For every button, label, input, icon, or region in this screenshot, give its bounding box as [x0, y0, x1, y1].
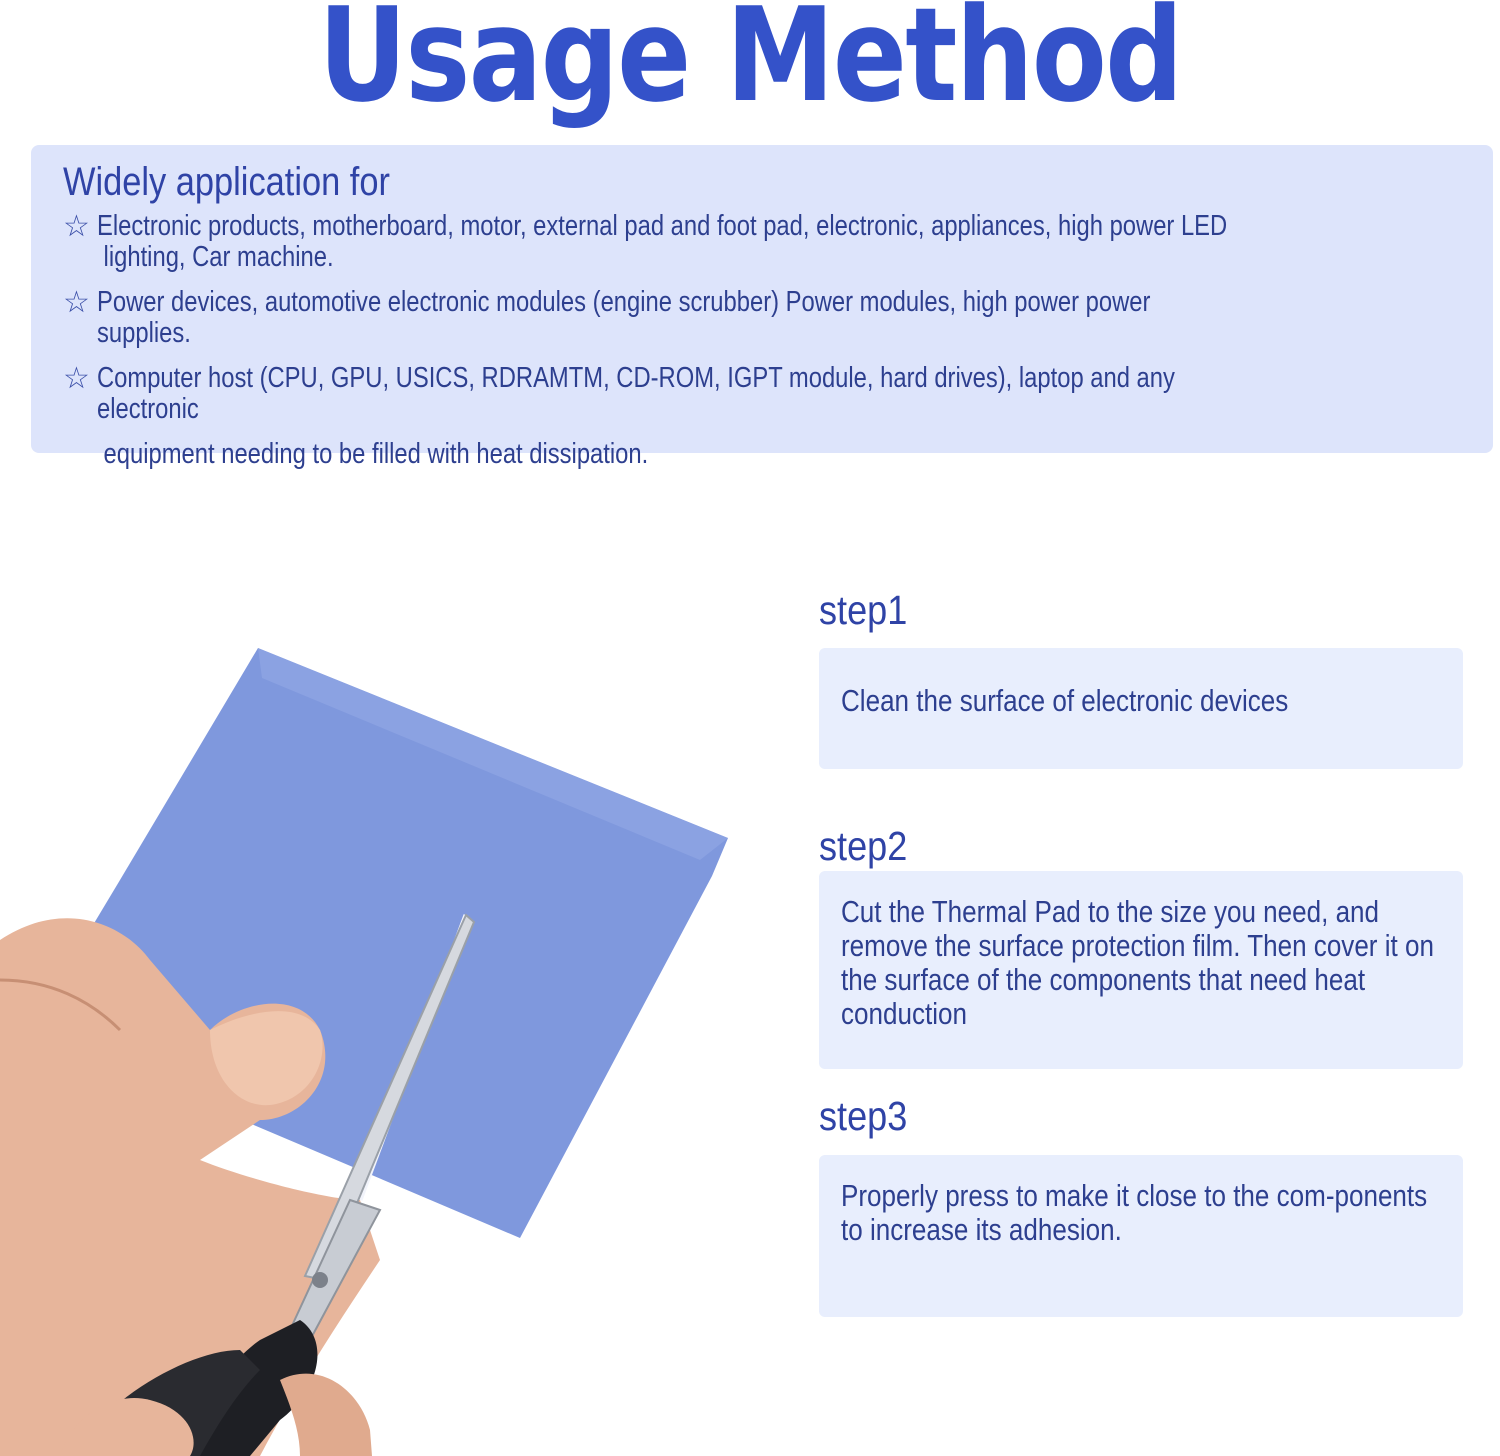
thermal-pad-cutting-photo — [0, 560, 760, 1456]
applications-panel — [31, 145, 1493, 470]
step-1-label: step1 — [819, 587, 908, 633]
step-2-label: step2 — [819, 823, 908, 869]
application-item-line: lighting, Car machine. — [103, 241, 334, 273]
step-3-text: Properly press to make it close to the com-ponents to increase its adhesion. — [841, 1178, 1428, 1247]
application-item-line: Electronic products, motherboard, motor, external pad and foot pad, electronic, appliances, high power LED — [97, 210, 1228, 242]
applications-heading: Widely application for — [63, 160, 390, 204]
application-item-line: equipment needing to be filled with heat dissipation. — [103, 438, 649, 470]
page-title: Usage Method — [318, 0, 1182, 131]
star-icon: ☆ — [63, 286, 90, 319]
application-item — [63, 363, 1493, 470]
application-item — [63, 287, 1493, 349]
star-icon: ☆ — [63, 210, 90, 243]
step-3-label: step3 — [819, 1093, 908, 1139]
step-3-box — [819, 1155, 1463, 1317]
star-icon: ☆ — [63, 362, 90, 395]
step-2-text: Cut the Thermal Pad to the size you need, and remove the surface protection film. Then cover it on the surface of the components that need heat conduction — [841, 894, 1434, 1031]
step-1-text: Clean the surface of electronic devices — [841, 683, 1289, 718]
step-2-box — [819, 871, 1463, 1069]
application-item-line: Power devices, automotive electronic modules (engine scrubber) Power modules, high power power supplies. — [97, 286, 1151, 349]
application-item — [63, 211, 1493, 273]
step-1-box — [819, 648, 1463, 769]
application-item-line: Computer host (CPU, GPU, USICS, RDRAMTM, CD-ROM, IGPT module, hard drives), laptop and any electronic — [97, 362, 1175, 425]
